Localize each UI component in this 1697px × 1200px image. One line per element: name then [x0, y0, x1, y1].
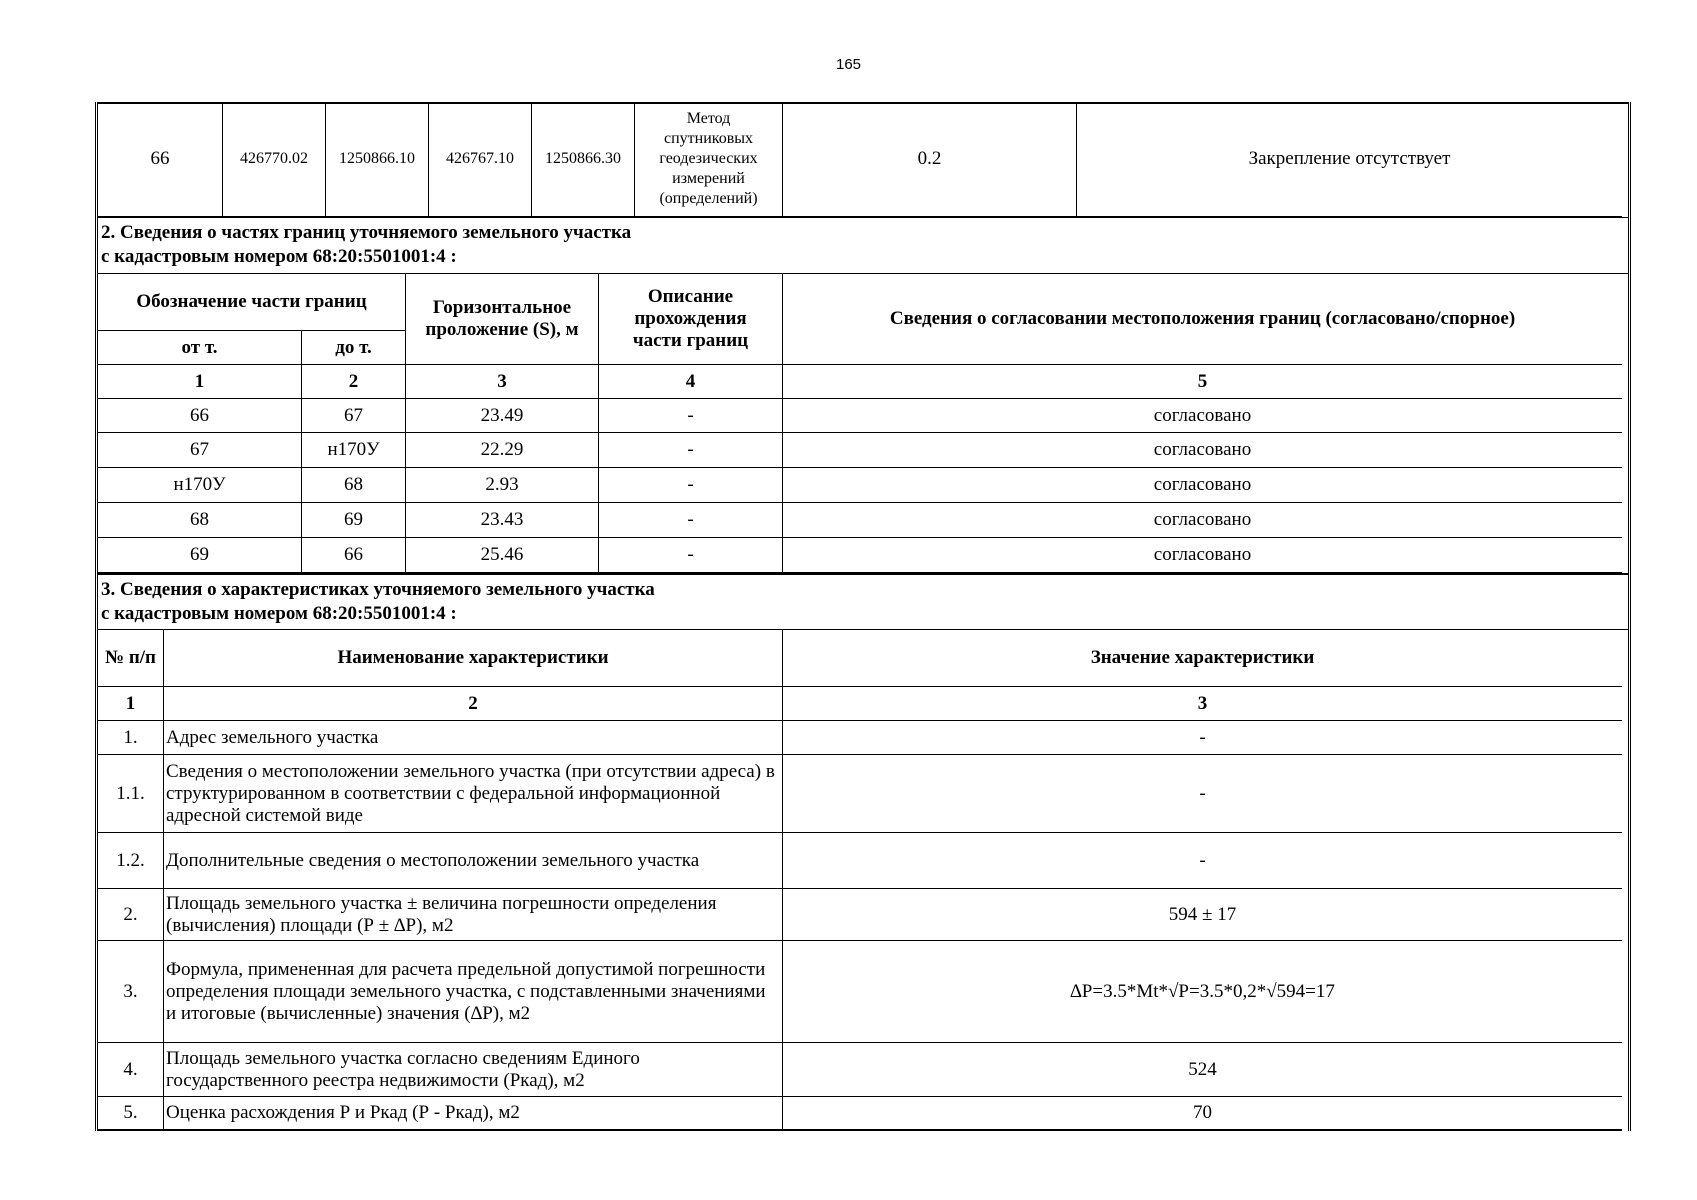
coord-x1: 426770.02: [223, 102, 326, 217]
col-number: 1: [98, 687, 164, 721]
header-to: до т.: [302, 331, 406, 365]
char-num: 4.: [98, 1043, 164, 1097]
row-to: 66: [302, 538, 406, 573]
section-3-title: 3. Сведения о характеристиках уточняемого земельного участка с кадастровым номером 68:20:5501001:4 :: [98, 573, 1628, 630]
row-from: 66: [98, 399, 302, 433]
section-3: [98, 573, 1628, 1131]
row-status: согласовано: [783, 468, 1622, 503]
row-description: -: [599, 468, 783, 503]
header-from: от т.: [98, 331, 302, 365]
row-from: 69: [98, 538, 302, 573]
header-value: Значение характеристики: [783, 630, 1622, 687]
accuracy-value: 0.2: [783, 102, 1077, 217]
row-distance: 25.46: [406, 538, 599, 573]
col-number: 3: [406, 365, 599, 399]
row-distance: 23.43: [406, 503, 599, 538]
header-description: Описание прохождения части границ: [599, 274, 783, 365]
char-num: 2.: [98, 889, 164, 941]
coord-y2: 1250866.30: [532, 102, 635, 217]
char-num: 1.1.: [98, 755, 164, 833]
section-2: [98, 217, 1628, 573]
coord-x2: 426767.10: [429, 102, 532, 217]
char-name: Формула, примененная для расчета предельной допустимой погрешности определения площади земельного участка, с подставленными значениями и итоговые (вычисленные) значения (∆Р), м2: [164, 941, 783, 1043]
char-name: Дополнительные сведения о местоположении земельного участка: [164, 833, 783, 889]
char-name: Оценка расхождения Р и Ркад (Р - Ркад), м2: [164, 1097, 783, 1131]
col-number: 1: [98, 365, 302, 399]
row-description: -: [599, 433, 783, 468]
char-name: Площадь земельного участка согласно сведениям Единого государственного реестра недвижимости (Ркад), м2: [164, 1043, 783, 1097]
row-to: 67: [302, 399, 406, 433]
row-from: 68: [98, 503, 302, 538]
row-description: -: [599, 503, 783, 538]
char-name: Сведения о местоположении земельного участка (при отсутствии адреса) в структурированном в соответствии с федеральной информационной адресной системой виде: [164, 755, 783, 833]
row-distance: 23.49: [406, 399, 599, 433]
char-value: ∆Р=3.5*Mt*√P=3.5*0,2*√594=17: [783, 941, 1622, 1043]
col-number: 5: [783, 365, 1622, 399]
page-number: 165: [835, 56, 862, 73]
row-to: 68: [302, 468, 406, 503]
header-part-designation: Обозначение части границ: [98, 274, 406, 331]
header-horizontal: Горизонтальное проложение (S), м: [406, 274, 599, 365]
measurement-method: Метод спутниковых геодезических измерений (определений): [635, 102, 783, 217]
coord-y1: 1250866.10: [326, 102, 429, 217]
header-agreement: Сведения о согласовании местоположения границ (согласовано/спорное): [783, 274, 1622, 365]
char-value: 70: [783, 1097, 1622, 1131]
row-to: 69: [302, 503, 406, 538]
row-distance: 2.93: [406, 468, 599, 503]
header-name: Наименование характеристики: [164, 630, 783, 687]
char-value: -: [783, 833, 1622, 889]
row-from: н170У: [98, 468, 302, 503]
char-value: -: [783, 755, 1622, 833]
col-number: 3: [783, 687, 1622, 721]
row-distance: 22.29: [406, 433, 599, 468]
point-id: 66: [98, 102, 223, 217]
section-2-title: 2. Сведения о частях границ уточняемого земельного участка с кадастровым номером 68:20:5501001:4 :: [98, 217, 1628, 274]
row-status: согласовано: [783, 503, 1622, 538]
char-num: 3.: [98, 941, 164, 1043]
col-number: 2: [164, 687, 783, 721]
row-description: -: [599, 399, 783, 433]
char-value: -: [783, 721, 1622, 755]
char-value: 594 ± 17: [783, 889, 1622, 941]
char-num: 1.2.: [98, 833, 164, 889]
char-value: 524: [783, 1043, 1622, 1097]
char-num: 5.: [98, 1097, 164, 1131]
row-status: согласовано: [783, 433, 1622, 468]
row-status: согласовано: [783, 399, 1622, 433]
row-from: 67: [98, 433, 302, 468]
coordinates-row: [98, 102, 1628, 217]
row-description: -: [599, 538, 783, 573]
char-name: Площадь земельного участка ± величина погрешности определения (вычисления) площади (Р ± ∆Р), м2: [164, 889, 783, 941]
col-number: 4: [599, 365, 783, 399]
row-to: н170У: [302, 433, 406, 468]
header-num: № п/п: [98, 630, 164, 687]
col-number: 2: [302, 365, 406, 399]
char-num: 1.: [98, 721, 164, 755]
char-name: Адрес земельного участка: [164, 721, 783, 755]
document-sheet: [95, 102, 1631, 1131]
row-status: согласовано: [783, 538, 1622, 573]
fixing-description: Закрепление отсутствует: [1077, 102, 1622, 217]
